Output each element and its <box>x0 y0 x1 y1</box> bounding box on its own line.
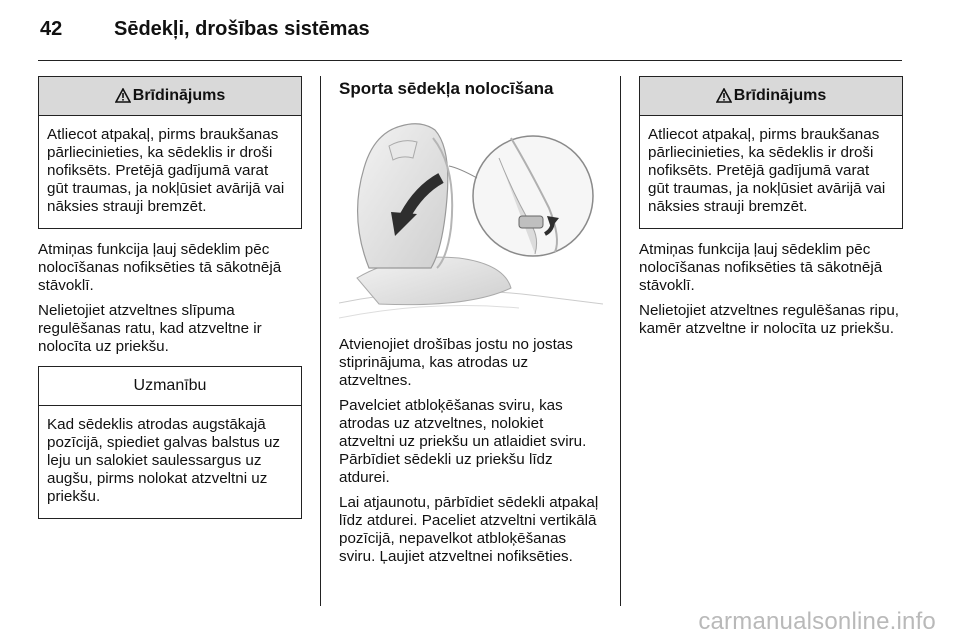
warning-text: Atliecot atpakaļ, pirms braukšanas pārliecinieties, ka sēdeklis ir droši nofiksēts. Pretējā gadījumā varat gūt traumas, ja nokļūsiet avārijā vai nāksies strauji bremzēt. <box>648 126 886 215</box>
left-column <box>38 76 302 531</box>
warning-text: Atliecot atpakaļ, pirms braukšanas pārliecinieties, ka sēdeklis ir droši nofiksēts. Pretējā gadījumā varat gūt traumas, ja nokļūsiet avārijā vai nāksies strauji bremzēt. <box>47 126 285 215</box>
paragraph: Nelietojiet atzveltnes slīpuma regulēšanas ratu, kad atzveltne ir nolocīta uz priekšu. <box>38 302 262 355</box>
warning-triangle-icon <box>115 88 131 103</box>
paragraph: Pavelciet atbloķēšanas sviru, kas atrodas uz atzveltnes, nolokiet atzveltni uz priekšu un atlaidiet sviru. Pārbīdiet sēdekli uz priekšu līdz atdurei. <box>339 397 587 486</box>
header-rule <box>38 60 902 61</box>
warning-triangle-icon <box>716 88 732 103</box>
right-column <box>639 76 903 345</box>
warning-title: Brīdinājums <box>132 87 226 104</box>
paragraph: Atvienojiet drošības jostu no jostas stiprinājuma, kas atrodas uz atzveltnes. <box>339 336 573 389</box>
warning-box-header <box>39 77 301 116</box>
sport-seat-folding-illustration <box>339 108 603 324</box>
page-title: Sēdekļi, drošības sistēmas <box>114 18 370 40</box>
paragraph: Atmiņas funkcija ļauj sēdeklim pēc nolocīšanas nofiksēties tā sākotnējā stāvoklī. <box>38 241 282 294</box>
column-divider <box>320 76 321 606</box>
page-header <box>40 18 370 41</box>
column-divider <box>620 76 621 606</box>
warning-box <box>38 76 302 229</box>
warning-title: Brīdinājums <box>733 87 827 104</box>
middle-column <box>339 76 603 573</box>
caution-box <box>38 366 302 519</box>
warning-box-header <box>640 77 902 116</box>
paragraph: Nelietojiet atzveltnes regulēšanas ripu, kamēr atzveltne ir nolocīta uz priekšu. <box>639 302 900 337</box>
caution-text: Kad sēdeklis atrodas augstākajā pozīcijā, spiediet galvas balstus uz leju un salokiet saulessargus uz augšu, pirms nolokat atzveltni uz priekšu. <box>47 416 281 505</box>
paragraph: Atmiņas funkcija ļauj sēdeklim pēc nolocīšanas nofiksēties tā sākotnējā stāvoklī. <box>639 241 883 294</box>
page-number: 42 <box>40 18 63 40</box>
watermark: carmanualsonline.info <box>698 608 936 635</box>
section-title: Sporta sēdekļa nolocīšana <box>339 79 554 98</box>
warning-box <box>639 76 903 229</box>
paragraph: Lai atjaunotu, pārbīdiet sēdekli atpakaļ līdz atdurei. Paceliet atzveltni vertikālā pozīcijā, nepavelkot atbloķēšanas sviru. Ļaujiet atzveltnei nofiksēties. <box>339 494 599 565</box>
caution-title: Uzmanību <box>133 377 207 394</box>
caution-box-header <box>39 367 301 406</box>
